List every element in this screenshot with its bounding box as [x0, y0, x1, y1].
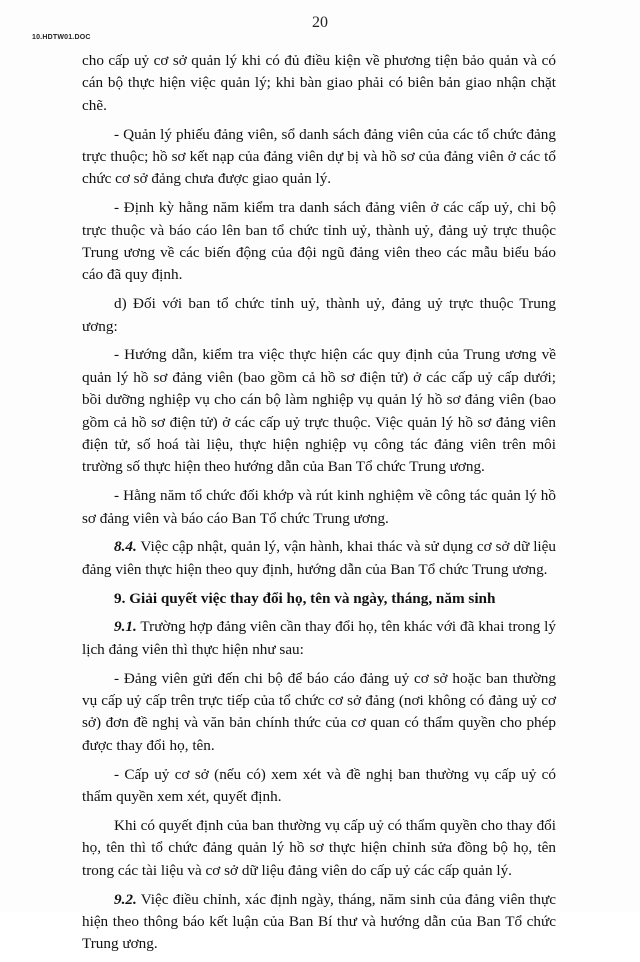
paragraph [82, 50, 556, 117]
paragraph-text: - Hằng năm tổ chức đối khớp và rút kinh nghiệm về công tác quản lý hồ sơ đảng viên và báo cáo Ban Tổ chức Trung ương. [82, 487, 556, 527]
paragraph [82, 815, 556, 882]
section-heading [82, 588, 556, 610]
paragraph-text: cho cấp uỷ cơ sở quản lý khi có đủ điều kiện về phương tiện bảo quản và có cán bộ thực hiện việc quản lý; khi bàn giao phải có biên bản giao nhận chặt chẽ. [82, 52, 556, 114]
section-number: 9.1. [114, 618, 137, 636]
paragraph-text: Việc cập nhật, quản lý, vận hành, khai thác và sử dụng cơ sở dữ liệu đảng viên thực hiện theo quy định, hướng dẫn của Ban Tổ chức Trung ương. [82, 538, 556, 578]
heading-text: 9. Giải quyết việc thay đổi họ, tên và ngày, tháng, năm sinh [114, 589, 496, 607]
document-code: 10.HDTW01.DOC [32, 34, 91, 41]
paragraph-text: - Đảng viên gửi đến chi bộ để báo cáo đảng uỷ cơ sở hoặc ban thường vụ cấp uỷ cấp trên trực tiếp của tổ chức cơ sở đảng (nơi không có đảng uỷ cơ sở) đơn đề nghị và văn bản chính thức của cơ quan có thẩm quyền cho phép được thay đổi họ, tên. [82, 669, 556, 754]
paragraph-text: - Cấp uỷ cơ sở (nếu có) xem xét và đề nghị ban thường vụ cấp uỷ có thẩm quyền xem xét, quyết định. [82, 765, 556, 806]
paragraph [82, 668, 556, 758]
section-number: 8.4. [114, 538, 137, 556]
paragraph-text: - Định kỳ hằng năm kiểm tra danh sách đảng viên ở các cấp uỷ, chi bộ trực thuộc và báo cáo lên ban tổ chức tỉnh uỷ, thành uỷ, đảng uỷ trực thuộc Trung ương về các biến động của đội ngũ đảng viên theo các mẫu biểu báo cáo đã quy định. [82, 199, 556, 284]
paragraph-text: - Quản lý phiếu đảng viên, sổ danh sách đảng viên của các tổ chức đảng trực thuộc; hồ sơ kết nạp của đảng viên dự bị và hồ sơ của đảng viên ở các tổ chức cơ sở đảng chưa được giao quản lý. [82, 125, 556, 188]
paragraph-text: Việc điều chỉnh, xác định ngày, tháng, năm sinh của đảng viên thực hiện theo thông báo kết luận của Ban Bí thư và hướng dẫn của Ban Tổ chức Trung ương. [82, 890, 556, 953]
paragraph [82, 124, 556, 191]
section-number: 9.2. [114, 890, 137, 908]
paragraph-text: Khi có quyết định của ban thường vụ cấp uỷ có thẩm quyền cho thay đổi họ, tên thì tổ chức đảng quản lý hồ sơ thực hiện chỉnh sửa đồng bộ họ, tên trong các tài liệu và cơ sở dữ liệu đảng viên do cấp uỷ các cấp quản lý. [82, 816, 556, 879]
paragraph [82, 197, 556, 287]
paragraph-text: d) Đối với ban tổ chức tỉnh uỷ, thành uỷ, đảng uỷ trực thuộc Trung ương: [82, 295, 556, 335]
paragraph [82, 485, 556, 530]
paragraph-text: - Hướng dẫn, kiểm tra việc thực hiện các quy định của Trung ương về quản lý hồ sơ đảng viên (bao gồm cả hồ sơ điện tử) ở các cấp uỷ cấp dưới; bồi dưỡng nghiệp vụ cho cán bộ làm nghiệp vụ quản lý hồ sơ đảng viên (bao gồm cả hồ sơ điện tử) ở các cấp uỷ trực thuộc. Việc quản lý hồ sơ đảng viên điện tử, số hoá tài liệu, thực hiện nghiệp vụ công tác đảng viên trên môi trường số thực hiện theo hướng dẫn của Ban Tổ chức Trung ương. [82, 346, 556, 476]
document-body [82, 50, 556, 962]
paragraph [82, 616, 556, 661]
paragraph [82, 344, 556, 478]
page-number: 20 [312, 14, 328, 31]
paragraph-text: Trường hợp đảng viên cần thay đổi họ, tên khác với đã khai trong lý lịch đảng viên thì thực hiện như sau: [82, 618, 556, 658]
paragraph [82, 536, 556, 581]
paragraph [82, 764, 556, 809]
paragraph [82, 293, 556, 338]
paragraph [82, 889, 556, 956]
